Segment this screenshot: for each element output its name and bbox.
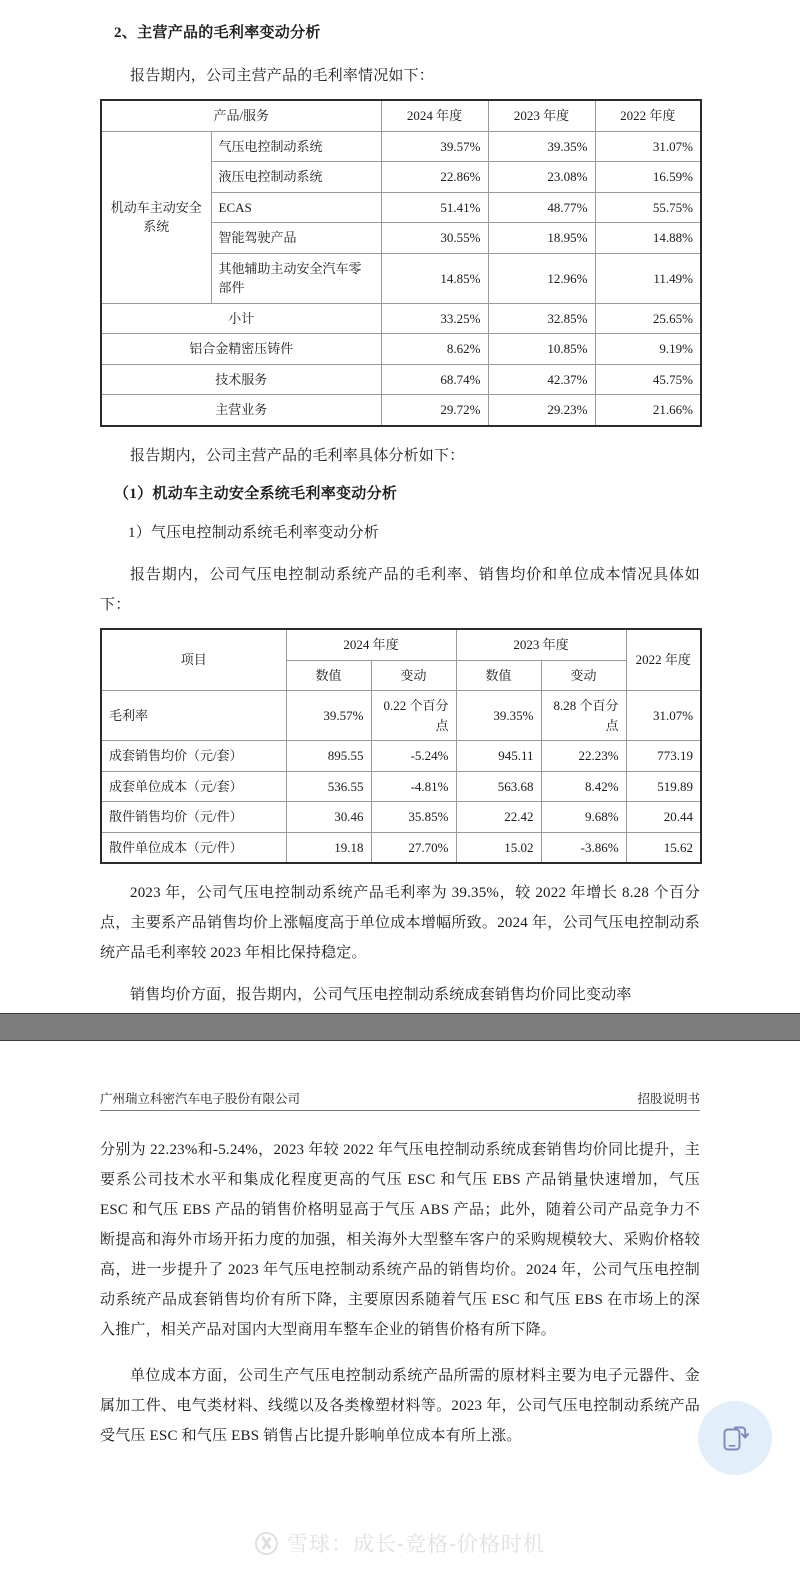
value-cell: 48.77% xyxy=(488,192,595,223)
value-cell: 11.49% xyxy=(595,253,701,303)
value-cell: 14.88% xyxy=(595,223,701,254)
value-cell: 39.35% xyxy=(456,691,541,741)
value-cell: 563.68 xyxy=(456,771,541,802)
value-cell: 10.85% xyxy=(488,334,595,365)
column-subheader: 变动 xyxy=(371,660,456,691)
column-subheader: 数值 xyxy=(286,660,371,691)
value-cell: 33.25% xyxy=(381,303,488,334)
product-name-cell: 其他辅助主动安全汽车零部件 xyxy=(211,253,381,303)
running-header xyxy=(100,1089,700,1111)
value-cell: 21.66% xyxy=(595,395,701,426)
after-table-paragraph: 报告期内，公司主营产品的毛利率具体分析如下： xyxy=(130,447,465,464)
change-cell: -3.86% xyxy=(541,832,626,863)
value-cell: 519.89 xyxy=(626,771,701,802)
page2-paragraph-1: 分别为 22.23%和-5.24%，2023 年较 2022 年气压电控制动系统成套销售均价同比提升，主要系公司技术水平和集成化程度更高的气压 ESC 和气压 EBS 产品销量快速增加，气压 ESC 和气压 EBS 产品的销售价格明显高于气压 ABS 产品；此外，随着公司产品竞争力不断提高和海外市场开拓力度的加强，相关海外大型整车客户的采购规模较大、采购价格较高，进一步提升了 2023 年气压电控制动系统产品的销售均价。2024 年，公司气压电控制动系统产品成套销售均价有所下降，主要原因系随着气压 ESC 和气压 EBS 在市场上的深入推广，相关产品对国内大型商用车整车企业的销售价格有所下降。 xyxy=(100,1142,700,1338)
value-cell: 42.37% xyxy=(488,364,595,395)
total-label-cell: 主营业务 xyxy=(101,395,381,426)
value-cell: 773.19 xyxy=(626,741,701,772)
table-row xyxy=(101,334,701,365)
table-row xyxy=(101,691,701,741)
value-cell: 31.07% xyxy=(626,691,701,741)
value-cell: 45.75% xyxy=(595,364,701,395)
column-header: 2023 年度 xyxy=(456,629,626,660)
value-cell: 31.07% xyxy=(595,131,701,162)
document-page-2 xyxy=(0,1041,800,1584)
rotate-screen-icon xyxy=(718,1421,752,1455)
price-cost-table xyxy=(100,628,702,864)
value-cell: 23.08% xyxy=(488,162,595,193)
item-name-cell: 散件销售均价（元/件） xyxy=(101,802,286,833)
change-cell: 35.85% xyxy=(371,802,456,833)
product-name-cell: ECAS xyxy=(211,192,381,223)
column-header: 2023 年度 xyxy=(488,100,595,131)
intro-paragraph: 报告期内，公司主营产品的毛利率情况如下： xyxy=(130,68,435,85)
watermark xyxy=(0,1528,800,1558)
change-cell: -5.24% xyxy=(371,741,456,772)
change-cell: 8.42% xyxy=(541,771,626,802)
column-header: 项目 xyxy=(101,629,286,691)
change-cell: 0.22 个百分点 xyxy=(371,691,456,741)
value-cell: 29.23% xyxy=(488,395,595,426)
value-cell: 39.57% xyxy=(381,131,488,162)
product-name-cell: 技术服务 xyxy=(101,364,381,395)
value-cell: 32.85% xyxy=(488,303,595,334)
item-name-cell: 成套销售均价（元/套） xyxy=(101,741,286,772)
gross-margin-table xyxy=(100,99,702,427)
value-cell: 16.59% xyxy=(595,162,701,193)
table-row xyxy=(101,771,701,802)
value-cell: 18.95% xyxy=(488,223,595,254)
value-cell: 29.72% xyxy=(381,395,488,426)
section-heading: 2、主营产品的毛利率变动分析 xyxy=(114,25,321,41)
page-separator xyxy=(0,1013,800,1041)
table-header-row xyxy=(101,629,701,660)
item-name-cell: 散件单位成本（元/件） xyxy=(101,832,286,863)
table-row xyxy=(101,364,701,395)
analysis-paragraph-2: 销售均价方面，报告期内，公司气压电控制动系统成套销售均价同比变动率 xyxy=(130,987,632,1003)
value-cell: 8.62% xyxy=(381,334,488,365)
subtotal-label-cell: 小计 xyxy=(101,303,381,334)
product-name-cell: 液压电控制动系统 xyxy=(211,162,381,193)
value-cell: 536.55 xyxy=(286,771,371,802)
value-cell: 25.65% xyxy=(595,303,701,334)
product-name-cell: 智能驾驶产品 xyxy=(211,223,381,254)
value-cell: 68.74% xyxy=(381,364,488,395)
sub-heading-2: 1）气压电控制动系统毛利率变动分析 xyxy=(128,525,379,541)
product-name-cell: 气压电控制动系统 xyxy=(211,131,381,162)
value-cell: 945.11 xyxy=(456,741,541,772)
value-cell: 895.55 xyxy=(286,741,371,772)
table-header-row xyxy=(101,100,701,131)
intro-paragraph-2: 报告期内，公司气压电控制动系统产品的毛利率、销售均价和单位成本情况具体如下： xyxy=(100,567,700,613)
item-name-cell: 成套单位成本（元/套） xyxy=(101,771,286,802)
column-header: 2022 年度 xyxy=(626,629,701,691)
value-cell: 39.35% xyxy=(488,131,595,162)
value-cell: 14.85% xyxy=(381,253,488,303)
table-subtotal-row xyxy=(101,303,701,334)
change-cell: 22.23% xyxy=(541,741,626,772)
value-cell: 51.41% xyxy=(381,192,488,223)
change-cell: -4.81% xyxy=(371,771,456,802)
running-header-company: 广州瑞立科密汽车电子股份有限公司 xyxy=(100,1092,301,1106)
value-cell: 15.62 xyxy=(626,832,701,863)
value-cell: 39.57% xyxy=(286,691,371,741)
change-cell: 27.70% xyxy=(371,832,456,863)
xueqiu-logo-icon xyxy=(255,1532,278,1555)
watermark-text: 雪球：成长-竞格-价格时机 xyxy=(287,1533,545,1556)
table-row xyxy=(101,832,701,863)
product-name-cell: 铝合金精密压铸件 xyxy=(101,334,381,365)
value-cell: 55.75% xyxy=(595,192,701,223)
value-cell: 20.44 xyxy=(626,802,701,833)
change-cell: 9.68% xyxy=(541,802,626,833)
analysis-paragraph-1: 2023 年，公司气压电控制动系统产品毛利率为 39.35%，较 2022 年增长 8.28 个百分点，主要系产品销售均价上涨幅度高于单位成本增幅所致。2024 年，公司气压电控制动系统产品毛利率较 2023 年相比保持稳定。 xyxy=(100,885,700,961)
value-cell: 30.55% xyxy=(381,223,488,254)
value-cell: 22.42 xyxy=(456,802,541,833)
table-row xyxy=(101,802,701,833)
page2-paragraph-2: 单位成本方面，公司生产气压电控制动系统产品所需的原材料主要为电子元器件、金属加工件、电气类材料、线缆以及各类橡塑材料等。2023 年，公司气压电控制动系统产品受气压 ESC 和气压 EBS 销售占比提升影响单位成本有所上涨。 xyxy=(100,1368,700,1444)
column-header: 产品/服务 xyxy=(101,100,381,131)
item-name-cell: 毛利率 xyxy=(101,691,286,741)
value-cell: 30.46 xyxy=(286,802,371,833)
change-cell: 8.28 个百分点 xyxy=(541,691,626,741)
column-subheader: 数值 xyxy=(456,660,541,691)
value-cell: 19.18 xyxy=(286,832,371,863)
column-header: 2022 年度 xyxy=(595,100,701,131)
column-header: 2024 年度 xyxy=(381,100,488,131)
value-cell: 9.19% xyxy=(595,334,701,365)
running-header-doctype: 招股说明书 xyxy=(637,1092,700,1106)
table-total-row xyxy=(101,395,701,426)
column-header: 2024 年度 xyxy=(286,629,456,660)
column-subheader: 变动 xyxy=(541,660,626,691)
group-label-cell: 机动车主动安全系统 xyxy=(101,131,211,303)
value-cell: 22.86% xyxy=(381,162,488,193)
rotate-screen-button[interactable] xyxy=(698,1401,772,1475)
table-row xyxy=(101,741,701,772)
sub-heading-1: （1）机动车主动安全系统毛利率变动分析 xyxy=(114,485,398,502)
value-cell: 12.96% xyxy=(488,253,595,303)
value-cell: 15.02 xyxy=(456,832,541,863)
table-row xyxy=(101,131,701,162)
